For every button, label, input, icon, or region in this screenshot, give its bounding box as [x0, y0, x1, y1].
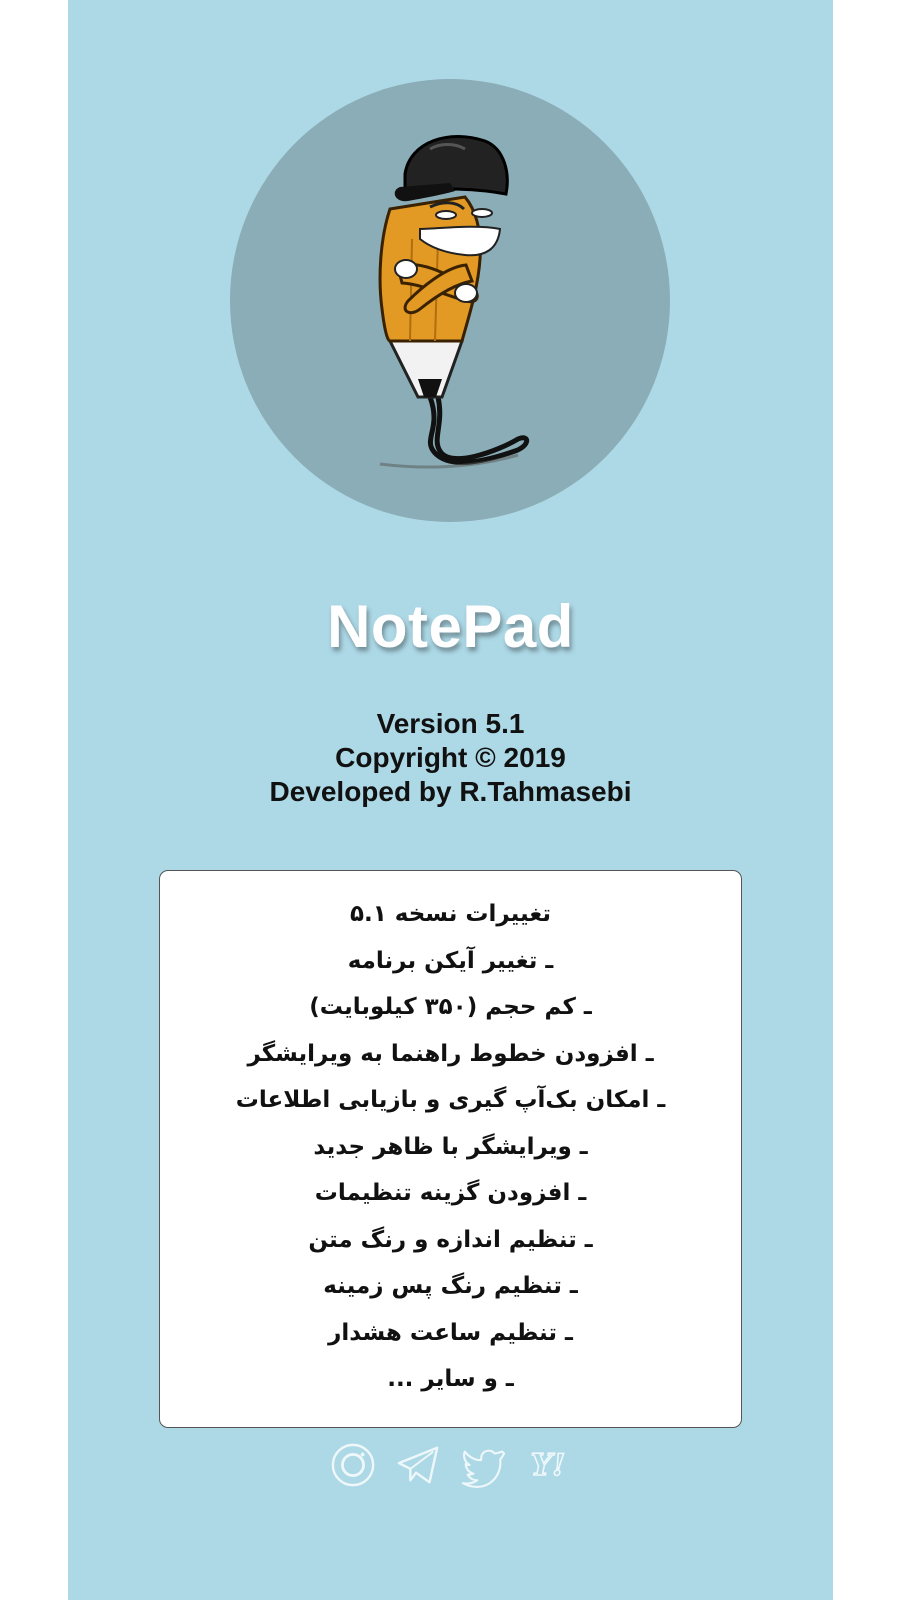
- app-info: [68, 707, 833, 809]
- changelog-item: ـ تنظیم ساعت هشدار: [328, 1319, 573, 1346]
- twitter-button[interactable]: [459, 1441, 507, 1489]
- copyright-text: Copyright © 2019: [335, 742, 566, 773]
- pencil-mascot-icon: [230, 79, 670, 522]
- changelog-item: ـ افزودن گزینه تنظیمات: [314, 1180, 587, 1206]
- developer-text: Developed by R.Tahmasebi: [269, 776, 632, 807]
- app-title: NotePad: [327, 593, 574, 660]
- telegram-button[interactable]: [394, 1441, 442, 1489]
- changelog-item: ـ افزودن خطوط راهنما به ویرایشگر: [247, 1040, 654, 1067]
- telegram-icon: [395, 1442, 441, 1488]
- app-logo: [230, 79, 670, 522]
- changelog-item: ـ تغییر آیکن برنامه: [347, 947, 554, 974]
- instagram-button[interactable]: [329, 1441, 377, 1489]
- social-links: [68, 1441, 833, 1489]
- changelog-item: ـ امکان بک‌آپ گیری و بازیابی اطلاعات: [235, 1087, 666, 1113]
- changelog-item: ـ تنظیم اندازه و رنگ متن: [308, 1226, 593, 1253]
- changelog-item: ـ تنظیم رنگ پس زمینه: [323, 1273, 578, 1299]
- yahoo-icon: Y!: [530, 1447, 566, 1483]
- changelog-item: ـ و سایر ...: [387, 1366, 514, 1392]
- version-text: Version 5.1: [376, 708, 525, 739]
- yahoo-button[interactable]: [524, 1441, 572, 1489]
- instagram-icon: [330, 1442, 376, 1488]
- twitter-icon: [460, 1442, 506, 1488]
- changelog-box: [159, 870, 742, 1428]
- changelog-item: ـ ویرایشگر با ظاهر جدید: [313, 1133, 588, 1160]
- about-screen: [68, 0, 833, 1600]
- changelog-heading: تغییرات نسخه ۵.۱: [349, 901, 552, 927]
- changelog-item: ـ کم حجم (۳۵۰ کیلوبایت): [309, 994, 592, 1020]
